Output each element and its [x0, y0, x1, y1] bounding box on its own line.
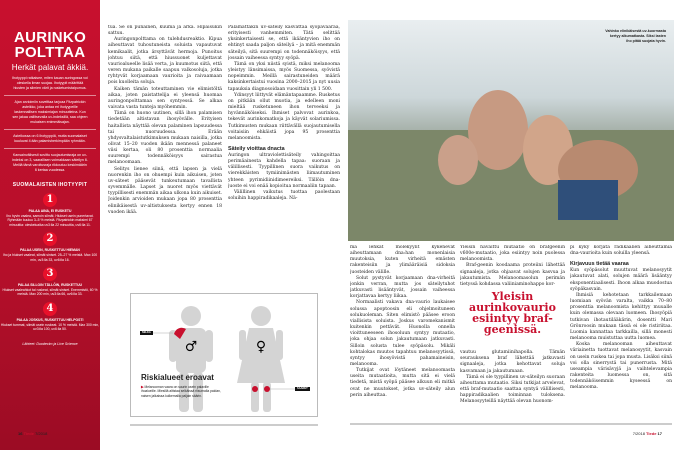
divider [350, 423, 672, 425]
leg-risk-marker [264, 386, 270, 392]
sidebar-infobox [0, 0, 100, 450]
sidebar-box: Ajan arvioimiin sovelttaa tarjoaa Fitzpatrickin asteikko, joka antaa eri ihotyypeille laskennallisen maksimiajan minuutteina. Kun sen jakaa vallitsevalla uv-indeksillä, saa ohjeen mukaisen enimmäisajan. [4, 96, 96, 130]
skin-type-4 [0, 302, 100, 332]
type-number: 3 [43, 267, 57, 281]
pull-quote: Yleisin aurinkovaurio esiintyy braf-geenissä. [469, 290, 556, 336]
paragraph: Auringonpolttama on tulehdusreaktio. Kipua aiheuttavat tuhoutuneista soluista vapautuvat kemikaalit, jotka ärsyttävät hermoja. Punoitus johtuu siitä, että hiussuonet kuljettavat vaurioalueelle lisää verta, ja kuumotus siitä, että veren mukana paikalle saapuu valkosoluja, jotka ryhtyvät korjaamaan vaurioita ja raivaamaan pois kuolleita soluja. [108, 37, 222, 86]
article-column-3 [350, 245, 455, 420]
title-line-2: POLTTAA [14, 44, 86, 61]
paragraph: Koska melanooman aiheuttavat väriainetta tuottavat melanosyytit, kasvain on usein ruskea tai jopa musta. Lisäksi siinä voi olla sinerrystä tai punerrusta. Mitä useampia värisävyjä ja vaihtelevampia rakenteita luomessa on, sitä todennäköisemmin kyseessä on melanooma. [570, 342, 672, 391]
paragraph: Tutkijat ovat löytäneet melanoomasta useita mutaatioita, mutta sitä ei vielä tiedetä, mistä syöpä pääsee alkuun eli mitkä ovat ne muutokset, jotka uv-säteily alun perin aiheuttaa. [350, 368, 455, 398]
article-column-2 [228, 25, 340, 250]
figure-caption [141, 385, 221, 398]
skin-types-heading: SUOMALAISTEN IHOTYYPIT [12, 182, 88, 188]
male-symbol: ♂ [184, 339, 198, 355]
type-title: PALAA USEIN, RUSKETTUU HIEMAN [20, 248, 80, 253]
caption-text: Melanooman vaara on suurin usein palaville ihoalueille. Miesillä altistaa selkäissä riisumalla paidan, naisen jalkaissa kulkemalla paljain säärin. [141, 385, 221, 398]
divider [130, 424, 318, 426]
paragraph: Tämä on yksi niistä syistä, miksi melanooma yleistyy länsimaissa, myös Suomessa, syövistä nopeimmin. Meillä sairastuneiden määrä kaksinkertaistui vuosina 2000–2015 ja nyt uusia tapauksia diagnosoidaan vuosittain yli 1 500. [228, 61, 340, 92]
paragraph: Ihmisiä kehotetaan tarkkailemaan luomiaan syövän varalta, vaikka 70–80 prosenttia melanoomista kehittyy muualle kuin olemassa olevaan luomeen. Ihosyöpiä tutkivan ihotautilääkärin, dosentti Mari Grönroosin mukaan tässä ei ole ristiriitaa. Luomia kannattaa tarkkailla, sillä monesti melanooma muistuttaa uutta luomea. [570, 292, 672, 342]
figure-title: Riskialueet eroavat [141, 373, 214, 382]
article-column-1 [108, 25, 222, 250]
paragraph: Braf-geenin koodaama proteiini lähettää signaaleja, jotka ohjaavat solujen kasvua ja jakautumista. Melanoomasolun perimän tietyssä kohdassa valiiniaminohappo kor- [460, 263, 565, 287]
type-title: PALAA AINA, EI RUSKETU [28, 209, 72, 213]
paragraph: Solut pystyvät korjaamaan dna-virheitä jonkin verran, mutta jos säteilytuhot jatkuvasti lisääntyvät, jossain vaiheessa korjattavaa kertyy liikaa. [350, 275, 455, 300]
page-number: 16 [18, 431, 23, 436]
magazine-name: Tiede [23, 431, 34, 436]
type-title: PALAA JOSKUS, RUSKETTUU HELPOSTI [16, 317, 84, 322]
sidebar-title [0, 30, 100, 60]
paragraph: tua. Se on punainen, kuuma ja arka. Hipaisukin sattuu. [108, 25, 222, 37]
paragraph: Välillinen vaikutus tuottaa paolestaan soluihin happiradikaaleja. Nä- [228, 189, 340, 202]
type-number: 2 [43, 232, 57, 246]
issue: 7/2018 [35, 431, 48, 436]
skin-type-2 [0, 232, 100, 262]
footer-right [633, 431, 662, 436]
paragraph: Selitys lienee siinä, että lapsen ja vielä nuorenkin iho on ohuempi kuin aikuisen, joten uv-säteet pääsevät tunkeutumaan tavallista syvemmälle. Lapset ja nuoret myös viettävät tyypillisesti enemmän aikaa ulkona kuin aikuiset. Joidenkin arvioiden mukaan jopa 80 prosenttia elinikäisestä uv-altistuksesta kertyy ennen 18 vuoden ikää. [108, 166, 222, 215]
body-silhouettes [131, 294, 319, 418]
skin-type-1 [0, 193, 100, 227]
sidebar-subtitle: Herkät palavat äkkiä. [11, 63, 89, 72]
paragraph: Tämä on huono uutinen, sillä ihon palamisen tiedetään altistavan ihosyövälle. Erityisen haitallista näyttää olevan palaminen lapsuudessa tai nuoruudessa. Erään yhdysvaltalaistutkimuksen mukaan naisilla, jotka olivat 15–20 vuoden ikään mennessä palaneet viisi kertaa, oli 80 prosenttia normaalia suurempi todennäköisyys sairastua melanoomaan. [108, 111, 222, 166]
photo-caption: Vahinko elinikäisestä uv-kuormasta kertyy alkumatkasta. Siksi lasten iho pitää suojata hyvin. [605, 29, 666, 43]
issue: 7/2018 [632, 431, 645, 436]
sidebar-box: Kansainvälisesti sovittu suojautumisraja on uv-indeksi on 3, vaarallisen voimakkaan säteilyn 6. Meillä tämä varoitusraja rikkoutuu keskimäärin 6 kertaa vuodessa. [12, 153, 88, 172]
type-description: Hiukset vaaleahkot tai ruskeat, silmät siniset. Enemmistö, 60 % meistä. Max 200 min, uv3:lla 66, uv6:lla 33. [2, 287, 98, 297]
page-number: 17 [657, 431, 662, 436]
paragraph: Auringon ultraviolettisäteily vahingoittaa perimäainesta kahdella tapaa: suoraan ja välillisesti. Tyypillinen suora vaikutus on vierekkäisten tymiinimästen liimautuminen yhteen pyrimidiinidimeereiksi. Tällöin dna-juoste ei voi enää kopioitua normaaliin tapaan. [228, 152, 340, 189]
type-number: 4 [43, 302, 57, 316]
leg-risk-marker [252, 386, 258, 392]
sidebar-box: Asteikossa on 6 ihotyyppiä, mutta suomalaiset kuuluvat 4:ään palamisherkimpään ryhmään. [4, 130, 96, 149]
type-title: PALAA SILLOIN TÄLLÖIN, RUSKETTUU [17, 283, 83, 288]
female-symbol: ♀ [255, 339, 267, 355]
paragraph: Tämä ei ole tyypillinen uv-säteilyn suoraan aiheuttama mutaatio. Siksi tutkijat arvelevat, että braf-mutaatio saattaa syntyä välillisesti, happiradikaalien toiminnan tuloksena. Melanosyyteillä näyttää olevan huonom- [460, 374, 565, 405]
back-label: SELKÄ [142, 331, 151, 334]
type-number: 1 [43, 193, 57, 207]
paragraph: Kun syöpäsolut muuttuvat melanosyytit jakautuvat alati, solujen määrä lisääntyy eksponentiaalisesti. Ihoon alkaa muodostua syöpäkasvain. [570, 268, 672, 292]
photo-illustration [348, 20, 674, 241]
type-description: Hiukset tummat, silmät usein ruskeat. 10 % meistä. Max 300 min, uv3:lla 100, uv6:lla 50. [0, 322, 100, 332]
article-column-5 [570, 245, 672, 420]
magazine-name: Tiede [646, 431, 657, 436]
paragraph: Ydinsyyt liittyvät elämäntapaamme. Rusketus on pitkään ollut muotia, ja edelleen moni mieltää rusketuneen ihon terveeksi ja hyvännäköiseksi. Ihmiset palvovat aurinkoa, tekevät aurinkomatkoja ja käyvät solariumissa. Tutkimusten mukaan riittävällä suojautumisella voitaisiin ehkäistä jopa 95 prosenttia melanoomista. [228, 92, 340, 141]
subheading: Kirjavuus tietää vaaraa [570, 261, 629, 268]
sources: Lähteet: Duodecim ja Live Science [22, 341, 78, 346]
photo-family-at-beach [348, 20, 674, 241]
paragraph: Yleisin havaittu mutaatio on brafgeenin v600e-mutaatio, joka esiintyy noin puolessa melanoomista. [460, 245, 565, 263]
legs-label: SÄÄRET [297, 387, 308, 390]
paragraph: vautuu glutamiinihapolla. Tämän seurauksena braf lähettää jatkuvasti signaaleja, jotka kehottavat soluja kasvamaan ja jakautumaan. [460, 350, 565, 374]
subheading: Säteily vioittaa dnacta [228, 145, 285, 152]
paragraph: Kaiken tämän toteuttaminen vie elimistöltä aikaa, joten paistattelija ei yleensä huomaa auringonpolttamaa sen syntyessä. Se alkaa vaivata vasta tunteja myöhemmin. [108, 86, 222, 111]
title-line-1: AURINKO [13, 29, 87, 46]
paragraph: Palamattakin uv-säteily kasvattaa syöpävaaraa, erityisesti vanhemmiten. Tätä selittää yksinkertaisesti se, että ikääntyvien iho on ehtinyt saada paljon säteilyä – ja mitä enemmän säteilyä, sitä suurempi on todennäköisyys, että jossain vaiheessa syntyy syöpä. [228, 25, 340, 61]
footer-left [18, 431, 47, 436]
paragraph: Normaalisti vakava dna-vaurio laukaisee solussa apoptoosin eli ohjelmoituneen solukuoleman. Siten elimistö pääsee eroon viallisista soluista. Joskus varomekanismit kuitenkin pettävät. Huonolla onnella vioittuneeseen ihosoluun syntyy mutaatio, joka ohjaa solun jakautumaan jatkuvasti. Silloin solusta tulee syöpäsolu. Mikäli kohtalokas muutos tapahtuu melanosyytissä, syntyy ihosyövistä pahamaineisin, melanooma. [350, 300, 455, 367]
paragraph: mä lehkät molekyylit kykenevät aiheuttamaan dna:han monenlaisia muutoksia, kuten virheitä emästen rakenteisiin ja ylimääräisiä sidoksia juosteiden välille. [350, 245, 455, 275]
type-description: Iho hyvin vaalea, samoin silmät. Hiukset usein punertavat. Ryhmään kuuluu 3–5 % meistä. Fitzpatrickin maksimi 67 minuuttia: oleskeluaika uv3:lla 22 minuuttia, uv6:lla 11. [6, 213, 94, 227]
sidebar-box: Ihotyyppi ratkaisee, miten kauan auringossa voi oleskella ilman suojaa. Ihotyypit määrittää hiusten ja silmien värit ja rusketumistaipumus. [4, 72, 96, 96]
risk-areas-figure [130, 293, 318, 417]
skin-type-3 [0, 267, 100, 297]
type-description: Iho ja hiukset vaaleat, silmät siniset. 25–27 % meistä. Max 100 min, uv3:lla 33, uv6:lla 16. [2, 252, 98, 262]
paragraph: pi kyky korjata radikaalien aiheuttamia dna-vaurioita kuin soluilla yleensä. [570, 245, 672, 257]
caption-marker: ▶ [141, 385, 144, 389]
